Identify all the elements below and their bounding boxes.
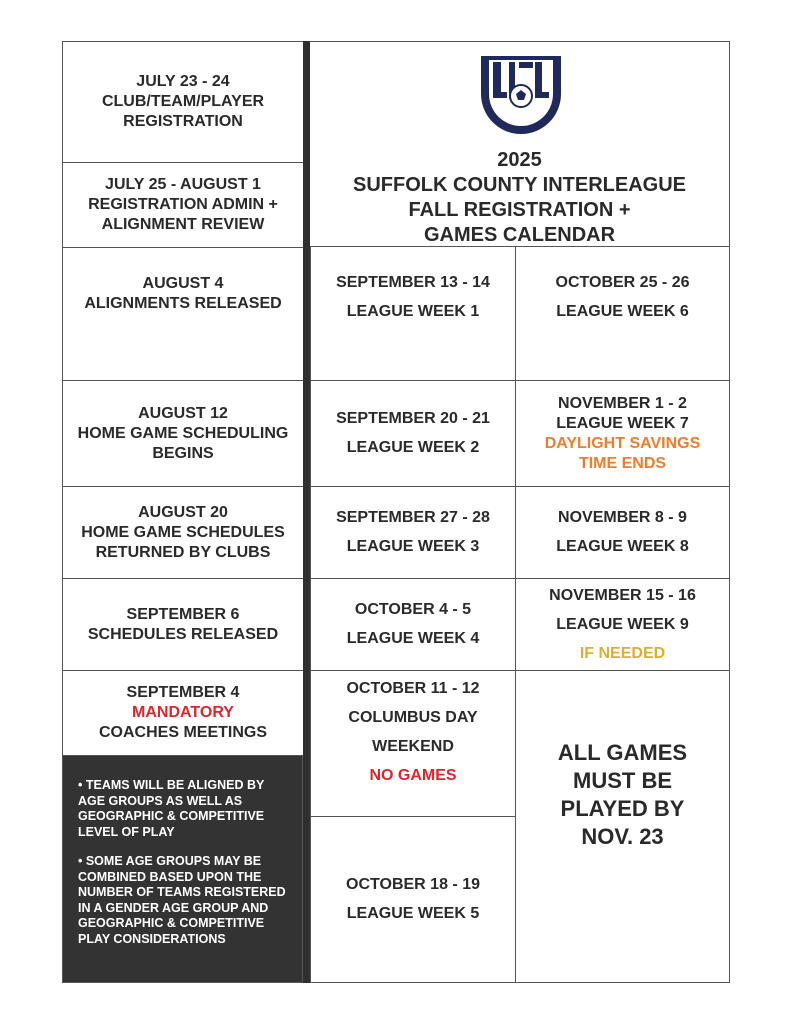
header-line1: SUFFOLK COUNTY INTERLEAGUE — [353, 174, 686, 196]
cell-week: LEAGUE WEEK 2 — [346, 439, 480, 456]
cell-date: NOVEMBER 1 - 2 — [558, 394, 687, 412]
cell-date: SEPTEMBER 20 - 21 — [336, 410, 490, 427]
daylight-savings-highlight: DAYLIGHT SAVINGS — [544, 434, 701, 452]
cell-text: HOME GAME SCHEDULES — [81, 523, 285, 541]
cell-week-5 — [310, 816, 516, 983]
cell-week-2 — [310, 380, 516, 487]
cell-date: OCTOBER 25 - 26 — [555, 274, 690, 291]
column-divider — [303, 41, 310, 983]
calendar-grid — [62, 41, 730, 983]
cell-coaches-meetings — [62, 670, 304, 756]
deadline-line: ALL GAMES — [557, 740, 688, 765]
cell-week: LEAGUE WEEK 3 — [346, 538, 480, 555]
notes-panel — [62, 755, 303, 983]
cell-date: SEPTEMBER 4 — [126, 684, 240, 701]
cell-text: REGISTRATION ADMIN + — [88, 196, 278, 213]
cell-registration — [62, 41, 304, 163]
cell-text: BEGINS — [152, 444, 214, 462]
cell-date: OCTOBER 18 - 19 — [346, 876, 480, 893]
cell-week: LEAGUE WEEK 9 — [556, 615, 689, 633]
lijsl-logo-icon — [475, 50, 567, 136]
mandatory-highlight: MANDATORY — [132, 704, 234, 721]
cell-week: COLUMBUS DAY — [348, 709, 478, 726]
note-combined: • SOME AGE GROUPS MAY BE COMBINED BASED UPON THE NUMBER OF TEAMS REGISTERED IN A GENDER AGE GROUP AND GEOGRAPHIC & COMPETITIVE PLAY CONSIDERATIONS — [78, 854, 286, 946]
cell-extra: WEEKEND — [372, 738, 454, 755]
cell-date: AUGUST 12 — [138, 404, 228, 422]
cell-registration-admin — [62, 162, 304, 248]
note-alignment: • TEAMS WILL BE ALIGNED BY AGE GROUPS AS WELL AS GEOGRAPHIC & COMPETITIVE LEVEL OF PLAY — [78, 778, 265, 839]
cell-week: LEAGUE WEEK 1 — [346, 303, 480, 320]
cell-week: LEAGUE WEEK 5 — [346, 905, 480, 922]
cell-week: LEAGUE WEEK 8 — [556, 538, 689, 555]
cell-week-4 — [310, 578, 516, 671]
cell-week: LEAGUE WEEK 6 — [556, 303, 689, 320]
cell-date: NOVEMBER 15 - 16 — [549, 586, 696, 604]
cell-all-games-deadline — [515, 670, 730, 983]
header-year: 2025 — [497, 149, 542, 171]
no-games-highlight: NO GAMES — [369, 767, 457, 784]
cell-date: SEPTEMBER 27 - 28 — [336, 509, 490, 526]
cell-week-8 — [515, 486, 730, 579]
cell-date: SEPTEMBER 6 — [126, 605, 240, 623]
time-ends-highlight: TIME ENDS — [578, 454, 667, 472]
cell-date: OCTOBER 4 - 5 — [354, 601, 472, 618]
cell-week-3 — [310, 486, 516, 579]
header-title — [310, 148, 729, 248]
cell-date: OCTOBER 11 - 12 — [346, 680, 480, 697]
cell-text: REGISTRATION — [123, 113, 243, 130]
cell-text: ALIGNMENTS RELEASED — [84, 295, 282, 312]
cell-week: LEAGUE WEEK 4 — [346, 630, 480, 647]
if-needed-highlight: IF NEEDED — [579, 644, 666, 662]
cell-alignments — [62, 247, 304, 381]
cell-text: ALIGNMENT REVIEW — [101, 216, 265, 233]
cell-week-6 — [515, 246, 730, 381]
cell-text: HOME GAME SCHEDULING — [77, 424, 289, 442]
cell-week: LEAGUE WEEK 7 — [556, 414, 689, 432]
cell-home-scheduling — [62, 380, 304, 487]
cell-date: JULY 25 - AUGUST 1 — [105, 176, 261, 193]
deadline-line: MUST BE — [573, 768, 672, 793]
cell-text: RETURNED BY CLUBS — [95, 543, 271, 561]
cell-date: NOVEMBER 8 - 9 — [558, 509, 687, 526]
cell-text: CLUB/TEAM/PLAYER — [101, 93, 265, 110]
cell-week-7 — [515, 380, 730, 487]
cell-week-9 — [515, 578, 730, 671]
cell-date: JULY 23 - 24 — [136, 73, 230, 90]
header-line3: GAMES CALENDAR — [423, 224, 616, 246]
deadline-line: PLAYED BY — [560, 796, 685, 821]
cell-text: COACHES MEETINGS — [98, 724, 267, 741]
cell-date: AUGUST 20 — [138, 503, 228, 521]
header-line2: FALL REGISTRATION + — [408, 199, 631, 221]
deadline-line: NOV. 23 — [581, 824, 664, 849]
cell-home-schedules-returned — [62, 486, 304, 579]
cell-schedules-released — [62, 578, 304, 671]
cell-date: SEPTEMBER 13 - 14 — [336, 274, 490, 291]
cell-week-1 — [310, 246, 516, 381]
header-block — [310, 41, 730, 247]
cell-text: SCHEDULES RELEASED — [87, 625, 279, 643]
cell-columbus-day — [310, 670, 516, 817]
cell-date: AUGUST 4 — [142, 275, 224, 292]
